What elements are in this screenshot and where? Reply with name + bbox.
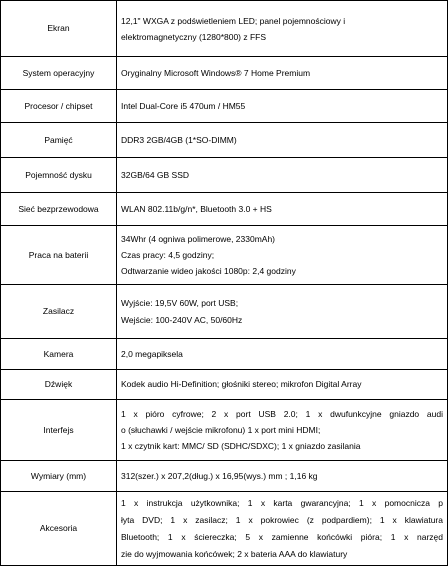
row-label: Zasilacz [1, 285, 117, 339]
value-line: 32GB/64 GB SSD [121, 169, 190, 180]
value-line: DDR3 2GB/4GB (1*SO-DIMM) [121, 134, 237, 145]
value-line: Wejście: 100-240V AC, 50/60Hz [121, 314, 243, 325]
row-value [117, 285, 448, 339]
spec-row-os [1, 57, 448, 90]
value-line: Oryginalny Microsoft Windows® 7 Home Premium [121, 67, 311, 78]
spec-row-accessories [1, 492, 448, 566]
row-value [117, 492, 448, 566]
spec-row-interfaces [1, 400, 448, 461]
value-line: 1 x czytnik kart: MMC/ SD (SDHC/SDXC); 1 x gniazdo zasilania [121, 441, 361, 451]
row-value [117, 57, 448, 90]
spec-row-wireless [1, 193, 448, 226]
value-line: zie do wyjmowania końcówek; 2 x bateria AAA do klawiatury [121, 548, 348, 559]
spec-row-storage [1, 158, 448, 193]
value-line: Odtwarzanie wideo jakości 1080p: 2,4 godziny [121, 266, 296, 276]
spec-row-power-adapter [1, 285, 448, 339]
spec-row-dimensions [1, 461, 448, 492]
row-label: Sieć bezprzewodowa [1, 193, 117, 226]
spec-row-camera [1, 339, 448, 370]
row-value [117, 461, 448, 492]
value-line: Bluetooth; 1 x ściereczka; 5 x zamienne końcówki pióra; 1 x narzęd [121, 531, 443, 542]
row-label: Ekran [1, 1, 117, 57]
spec-row-battery [1, 226, 448, 285]
row-label: Akcesoria [1, 492, 117, 566]
row-value [117, 193, 448, 226]
row-label: Wymiary (mm) [1, 461, 117, 492]
value-line: łyta DVD; 1 x zasilacz; 1 x pokrowiec (z podpardiem); 1 x klawiatura [121, 514, 443, 525]
value-line: 34Whr (4 ogniwa polimerowe, 2330mAh) [121, 234, 276, 244]
value-line: 312(szer.) x 207,2(dług.) x 16,95(wys.) mm ; 1,16 kg [121, 470, 318, 481]
row-value [117, 1, 448, 57]
value-line: o (słuchawki / wejście mikrofonu) 1 x port mini HDMI; [121, 425, 321, 435]
row-label: Pojemność dysku [1, 158, 117, 193]
row-value [117, 400, 448, 461]
row-value [117, 158, 448, 193]
value-line: elektromagnetyczny (1280*800) z FFS [121, 31, 267, 42]
value-line: Kodek audio Hi-Definition; głośniki stereo; mikrofon Digital Array [121, 379, 362, 390]
spec-row-audio [1, 370, 448, 400]
value-line: 12,1" WXGA z podświetleniem LED; panel pojemnościowy i [121, 15, 346, 26]
value-line: Czas pracy: 4,5 godziny; [121, 250, 215, 260]
row-label: Praca na baterii [1, 226, 117, 285]
row-label: Pamięć [1, 123, 117, 158]
row-value [117, 370, 448, 400]
row-label: Interfejs [1, 400, 117, 461]
value-line: WLAN 802.11b/g/n*, Bluetooth 3.0 + HS [121, 203, 272, 214]
row-label: Dźwięk [1, 370, 117, 400]
spec-row-memory [1, 123, 448, 158]
row-value [117, 123, 448, 158]
value-line: 1 x pióro cyfrowe; 2 x port USB 2.0; 1 x dwufunkcyjne gniazdo audi [121, 409, 443, 419]
row-value [117, 226, 448, 285]
value-line: Wyjście: 19,5V 60W, port USB; [121, 297, 239, 308]
value-line: 2,0 megapiksela [121, 348, 183, 359]
row-value [117, 90, 448, 123]
value-line: Intel Dual-Core i5 470um / HM55 [121, 100, 246, 111]
spec-row-screen [1, 1, 448, 57]
row-label: Procesor / chipset [1, 90, 117, 123]
spec-row-cpu [1, 90, 448, 123]
row-label: System operacyjny [1, 57, 117, 90]
row-value [117, 339, 448, 370]
row-label: Kamera [1, 339, 117, 370]
value-line: 1 x instrukcja użytkownika; 1 x karta gwarancyjna; 1 x pomocnicza p [121, 497, 443, 508]
